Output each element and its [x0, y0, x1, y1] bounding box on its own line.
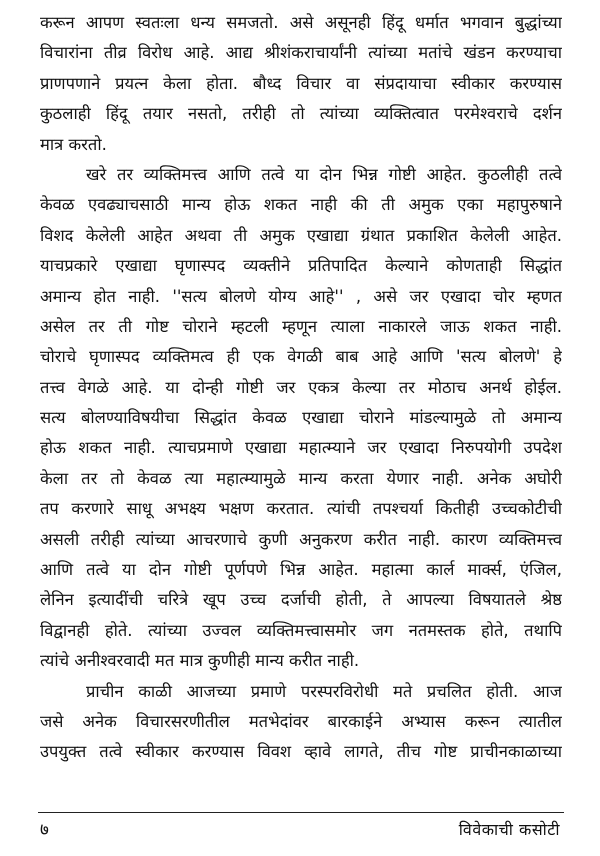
text-line: विद्वानही होते. त्यांच्या उज्वल व्यक्तिमत्त्वासमोर जग नतमस्तक होते, तथापि [40, 620, 562, 640]
text-line: होऊ शकत नाही. त्याचप्रमाणे एखाद्या महात्म्याने जर एखादा निरुपयोगी उपदेश [40, 438, 562, 458]
text-line: सत्य बोलण्याविषयीचा सिद्धांत केवळ एखाद्या चोराने मांडल्यामुळे तो अमान्य [40, 408, 562, 428]
text-line: मात्र करतो. [40, 134, 107, 154]
text-line: केला तर तो केवळ त्या महात्म्यामुळे मान्य करता येणार नाही. अनेक अघोरी [40, 468, 562, 488]
body-text [40, 8, 562, 768]
text-line: उपयुक्त तत्वे स्वीकार करण्यास विवश व्हावे लागते, तीच गोष्ट प्राचीनकाळाच्या [40, 742, 562, 762]
text-line: प्राचीन काळी आजच्या प्रमाणे परस्परविरोधी मते प्रचलित होती. आज [86, 681, 562, 701]
text-line: खरे तर व्यक्तिमत्त्व आणि तत्वे या दोन भिन्न गोष्टी आहेत. कुठलीही तत्वे [86, 164, 562, 184]
text-line: अमान्य होत नाही. ''सत्य बोलणे योग्य आहे'' , असे जर एखादा चोर म्हणत [40, 286, 562, 306]
text-line: करून आपण स्वतःला धन्य समजतो. असे असूनही हिंदू धर्मात भगवान बुद्धांच्या [40, 13, 562, 32]
text-line: विचारांना तीव्र विरोध आहे. आद्य श्रीशंकराचार्यांनी त्यांच्या मतांचे खंडन करण्याचा [40, 43, 562, 63]
text-line: केवळ एवढ्याचसाठी मान्य होऊ शकत नाही की ती अमुक एका महापुरुषाने [40, 195, 562, 215]
text-line: असेल तर ती गोष्ट चोराने म्हटली म्हणून त्याला नाकारले जाऊ शकत नाही. [40, 316, 562, 336]
page-number: ७ [40, 820, 49, 840]
text-line: कुठलाही हिंदू तयार नसतो, तरीही तो त्यांच्या व्यक्तित्वात परमेश्वराचे दर्शन [40, 104, 562, 124]
text-line: तप करणारे साधू अभक्ष्य भक्षण करतात. त्यांची तपश्चर्या कितीही उच्चकोटीची [40, 499, 562, 519]
text-line: विशद केलेली आहेत अथवा ती अमुक एखाद्या ग्रंथात प्रकाशित केलेली आहेत. [40, 225, 562, 245]
text-line: जसे अनेक विचारसरणीतील मतभेदांवर बारकाईने अभ्यास करून त्यातील [40, 711, 562, 731]
footer-divider [38, 812, 564, 813]
text-line: आणि तत्वे या दोन गोष्टी पूर्णपणे भिन्न आहेत. महात्मा कार्ल मार्क्स, एंजिल, [40, 560, 562, 580]
text-line: प्राणपणाने प्रयत्न केला होता. बौध्द विचार वा संप्रदायाचा स्वीकार करण्यास [40, 73, 562, 93]
text-line: याचप्रकारे एखाद्या घृणास्पद व्यक्तीने प्रतिपादित केल्याने कोणताही सिद्धांत [40, 256, 562, 276]
text-line: असली तरीही त्यांच्या आचरणाचे कुणी अनुकरण करीत नाही. कारण व्यक्तिमत्त्व [40, 529, 562, 549]
text-line: त्यांचे अनीश्वरवादी मत मात्र कुणीही मान्य करीत नाही. [40, 651, 360, 671]
text-line: लेनिन इत्यादींची चरित्रे खूप उच्च दर्जाची होती, ते आपल्या विषयातले श्रेष्ठ [40, 590, 562, 610]
book-title: विवेकाची कसोटी [458, 820, 560, 839]
text-line: तत्त्व वेगळे आहे. या दोन्ही गोष्टी जर एकत्र केल्या तर मोठाच अनर्थ होईल. [40, 377, 562, 397]
text-line: चोराचे घृणास्पद व्यक्तिमत्व ही एक वेगळी बाब आहे आणि 'सत्य बोलणे' हे [40, 347, 562, 367]
